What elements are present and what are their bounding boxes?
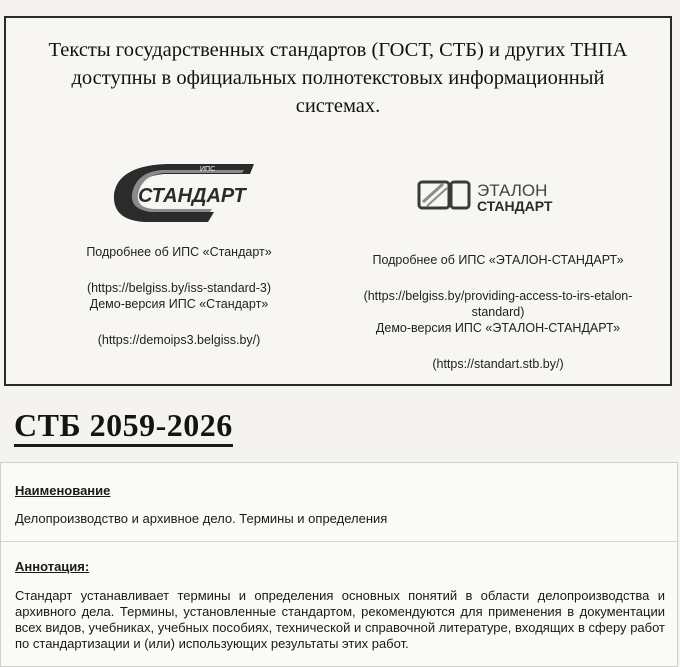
standard-code-title: СТБ 2059-2026 [14,406,233,447]
name-value: Делопроизводство и архивное дело. Термины и определения [15,511,388,526]
name-section [15,483,665,539]
name-heading: Наименование [15,483,111,498]
logo-main-text: СТАНДАРТ [138,185,246,207]
ips-standart-more-label: Подробнее об ИПС «Стандарт» [86,245,272,259]
etalon-standart-logo[interactable] [413,158,583,228]
logo-line1-text: ЭТАЛОН [477,181,548,200]
ips-standart-more-link[interactable]: (https://belgiss.by/iss-standard-3) [86,281,272,295]
logo-line2-text: СТАНДАРТ [477,198,553,214]
notice-line: Тексты государственных стандартов (ГОСТ, СТБ) и других ТНПА [48,39,628,61]
standard-info-box [0,462,678,667]
ips-standart-logo[interactable] [104,158,254,228]
annotation-heading: Аннотация: [15,559,90,574]
etalon-more-link-line2[interactable]: standard) [471,305,525,319]
etalon-standart-logo-icon [413,158,583,228]
ips-standart-logo-icon [104,158,254,228]
annotation-value: Стандарт устанавливает термины и определения основных понятий в области делопроизводства и архивного дела. Термины, установленные стандартом, рекомендуются для применения в документации всех видов, учебниках, учебных пособиях, технической и справочной литературе, входящих в сферу работ по стандартизации и (или) использующих результаты этих работ. [15,588,665,651]
notice-box [4,16,672,386]
logo-small-text: ИПС [200,166,216,173]
notice-line: доступны в официальных полнотекстовых информационный [71,67,605,89]
ips-standart-column [44,158,314,348]
notice-text [6,36,670,120]
ips-standart-demo-link[interactable]: (https://demoips3.belgiss.by/) [97,333,261,347]
section-divider [1,541,677,542]
etalon-demo-link[interactable]: (https://standart.stb.by/) [432,357,564,371]
annotation-section [15,559,665,665]
etalon-more-label: Подробнее об ИПС «ЭТАЛОН-СТАНДАРТ» [372,253,624,267]
etalon-demo-label: Демо-версия ИПС «ЭТАЛОН-СТАНДАРТ» [375,321,621,335]
ips-standart-demo-label: Демо-версия ИПС «Стандарт» [89,297,269,311]
etalon-more-link-line1[interactable]: (https://belgiss.by/providing-access-to-irs-etalon- [363,289,633,303]
etalon-standart-column [324,158,672,372]
notice-line: системах. [295,95,381,117]
